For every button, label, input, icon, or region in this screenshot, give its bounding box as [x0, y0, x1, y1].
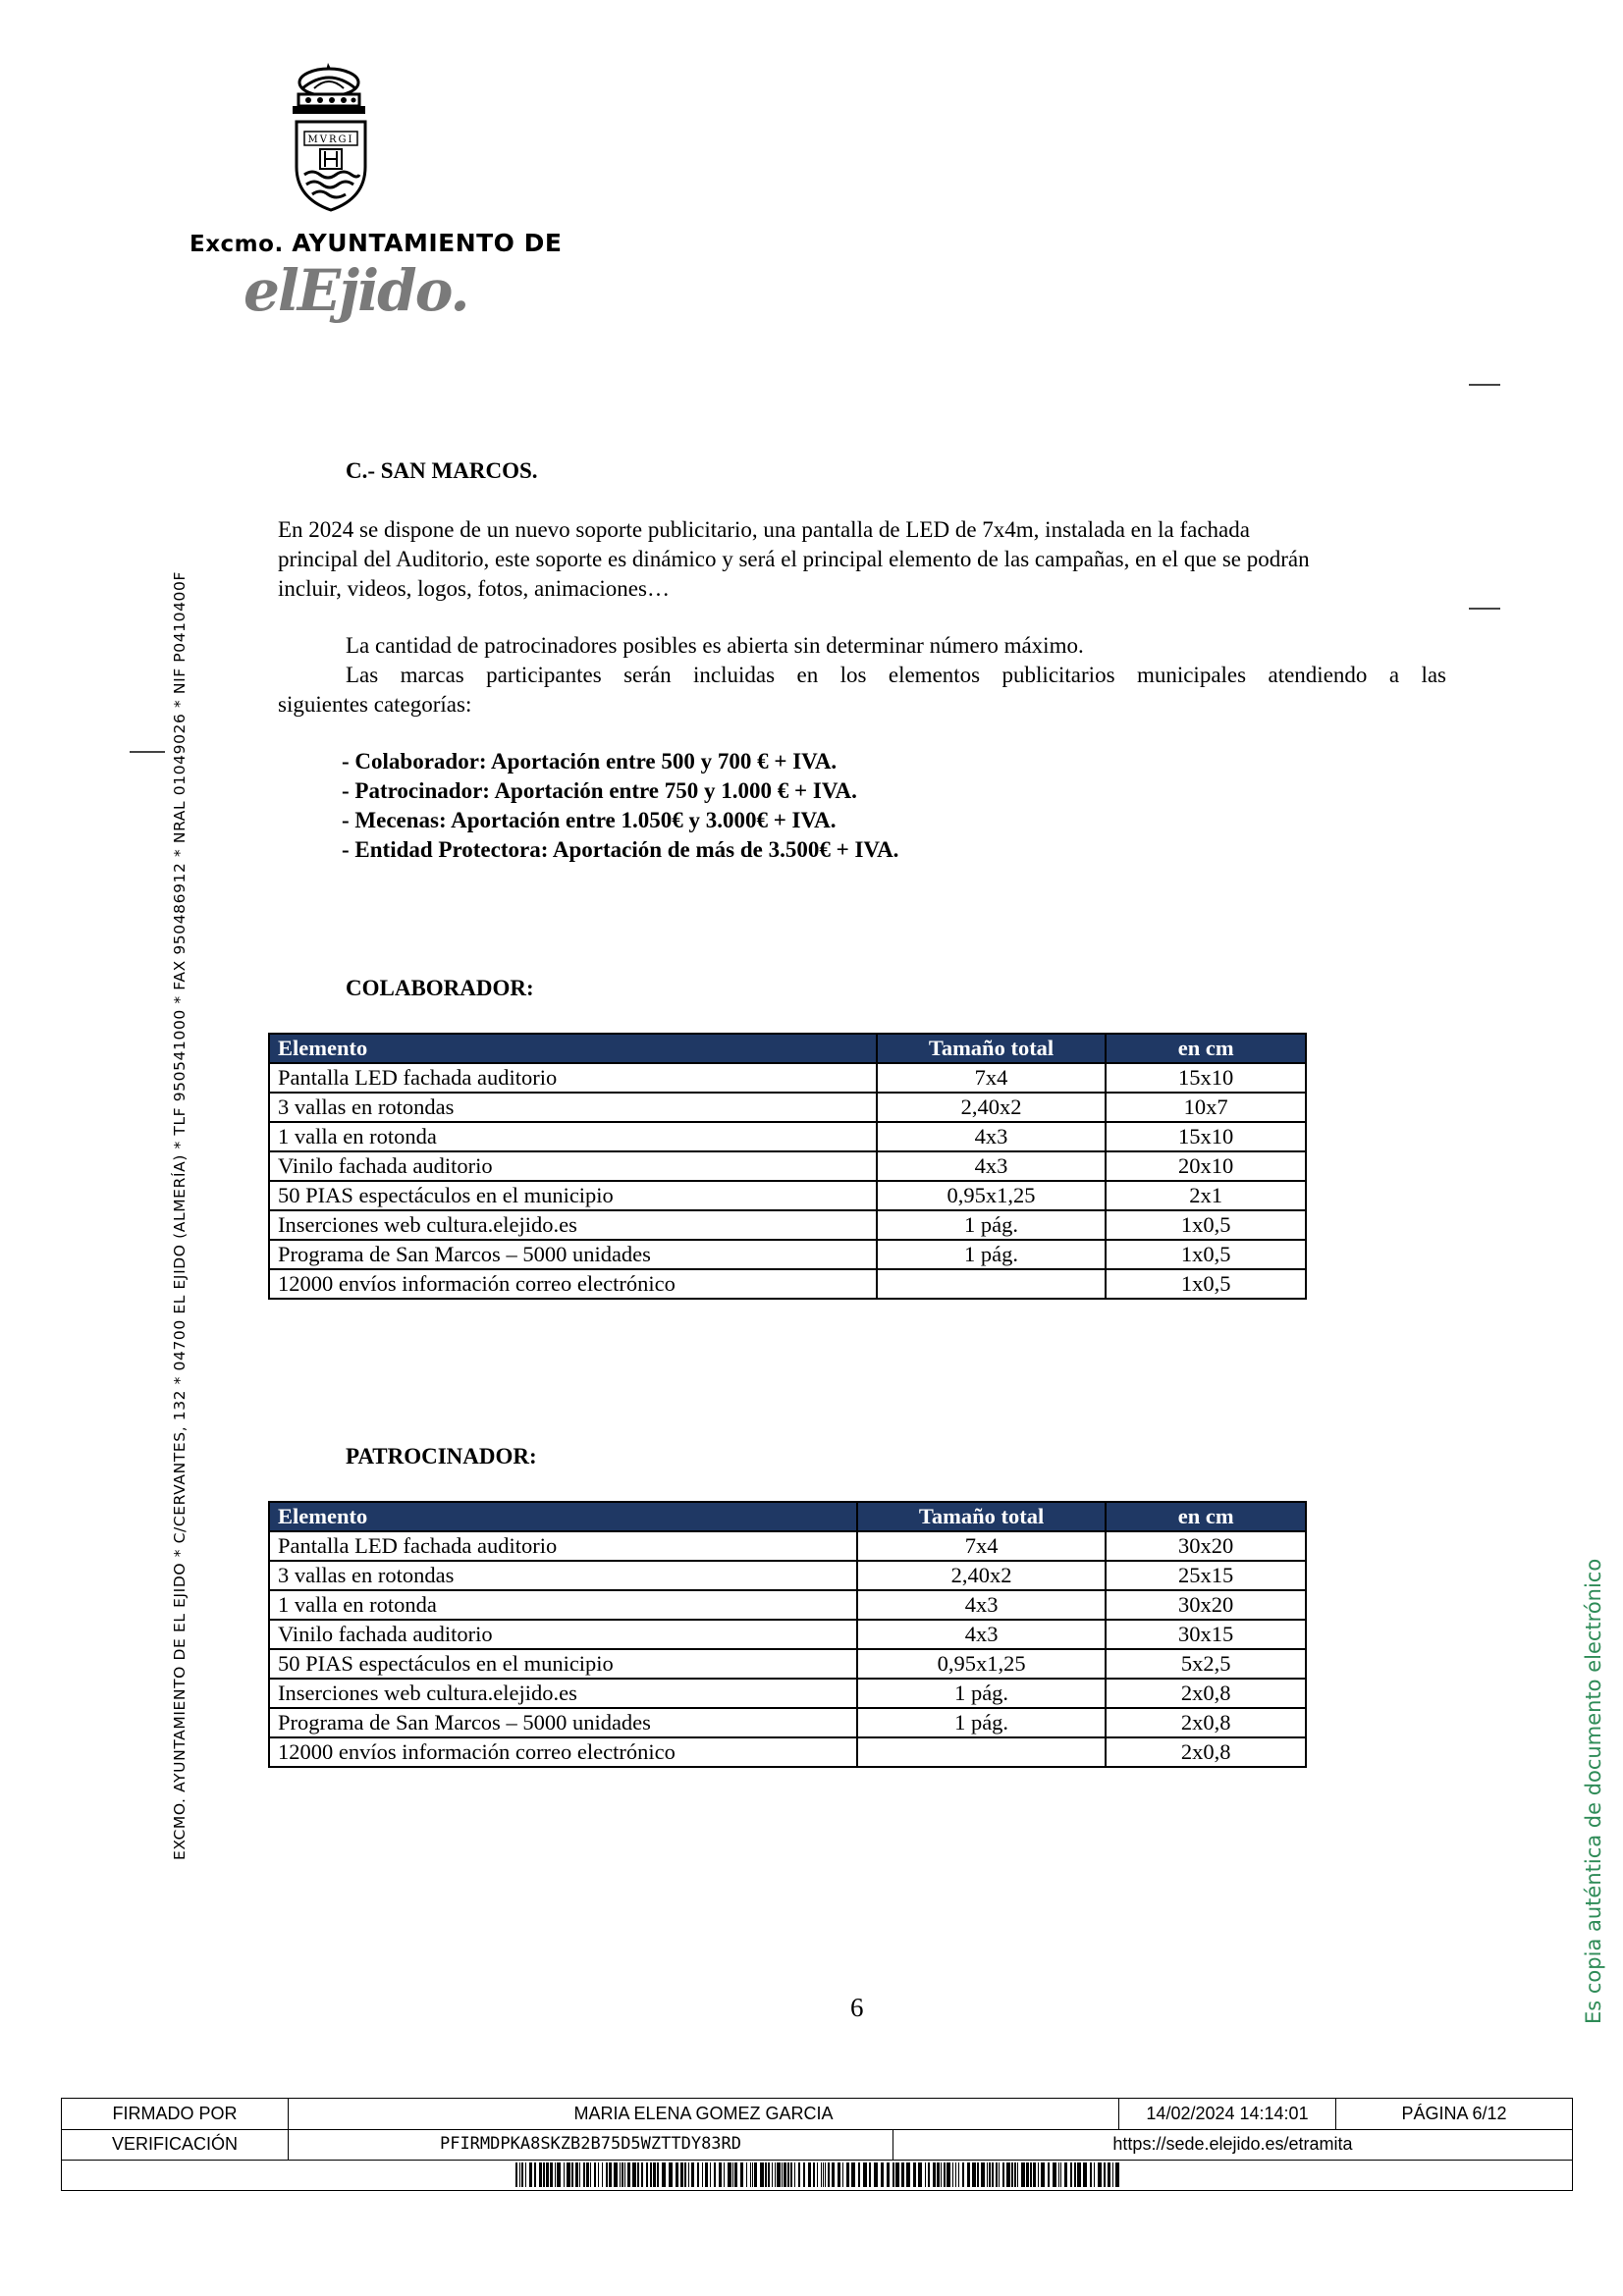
cell-element: Inserciones web cultura.elejido.es: [269, 1210, 877, 1240]
cell-element: 12000 envíos información correo electrónico: [269, 1269, 877, 1299]
column-header: Elemento: [269, 1502, 857, 1531]
table-row: [269, 1122, 1306, 1151]
cell-total-size: 2,40x2: [857, 1561, 1107, 1590]
barcode-bar: [1108, 2163, 1110, 2187]
cell-total-size: 1 pág.: [857, 1679, 1107, 1708]
barcode-bar: [992, 2163, 994, 2187]
barcode-bar: [1053, 2163, 1056, 2187]
barcode-bar: [981, 2163, 985, 2187]
barcode-bar: [1090, 2163, 1092, 2187]
barcode-bar: [564, 2163, 565, 2187]
barcode-bar: [1026, 2163, 1029, 2187]
cell-cm: 30x15: [1106, 1620, 1306, 1649]
barcode-bar: [662, 2163, 666, 2187]
barcode-bar: [901, 2163, 904, 2187]
signature-datetime: 14/02/2024 14:14:01: [1119, 2099, 1336, 2129]
verification-url[interactable]: https://sede.elejido.es/etramita: [1112, 2134, 1353, 2154]
cell-total-size: [877, 1269, 1107, 1299]
cell-cm: 2x1: [1106, 1181, 1306, 1210]
barcode-bar: [697, 2163, 699, 2187]
cell-cm: 2x0,8: [1106, 1679, 1306, 1708]
barcode-bar: [590, 2163, 591, 2187]
barcode-bar: [728, 2163, 731, 2187]
cell-element: Inserciones web cultura.elejido.es: [269, 1679, 857, 1708]
barcode-bar: [784, 2163, 786, 2187]
barcode-bar: [546, 2163, 549, 2187]
table-row: [269, 1561, 1306, 1590]
cell-total-size: 1 pág.: [877, 1240, 1107, 1269]
cell-element: 1 valla en rotonda: [269, 1590, 857, 1620]
signed-by-label: FIRMADO POR: [62, 2099, 289, 2129]
cell-cm: 25x15: [1106, 1561, 1306, 1590]
table-row: [269, 1240, 1306, 1269]
patrocinador-table: [268, 1501, 1307, 1768]
barcode-bar: [1058, 2163, 1059, 2187]
barcode-bar: [918, 2163, 922, 2187]
barcode-bar: [1002, 2163, 1004, 2187]
barcode-bar: [624, 2163, 625, 2187]
barcode-bar: [1011, 2163, 1013, 2187]
barcode-bar: [913, 2163, 916, 2187]
column-header: en cm: [1106, 1502, 1306, 1531]
barcode-bar: [1030, 2163, 1032, 2187]
barcode-bar: [952, 2163, 953, 2187]
logo-badge-text: MVRGI: [307, 134, 354, 145]
barcode-bar: [828, 2163, 830, 2187]
cell-total-size: 1 pág.: [857, 1708, 1107, 1737]
barcode-bar: [521, 2163, 523, 2187]
page-number: 6: [850, 1993, 864, 2022]
side-authenticity-text: Es copia auténtica de documento electrónico: [1582, 1558, 1605, 2024]
cell-total-size: 0,95x1,25: [857, 1649, 1107, 1679]
paragraph-categories-line1: Las marcas participantes serán incluidas en los elementos publicitarios municipales atendiendo a las: [346, 663, 1446, 687]
column-header: Tamaño total: [857, 1502, 1107, 1531]
barcode-bar: [933, 2163, 936, 2187]
barcode-bar: [842, 2163, 843, 2187]
barcode-bar: [594, 2163, 596, 2187]
barcode-bar: [768, 2163, 770, 2187]
barcode-bar: [740, 2163, 743, 2187]
table-row: [269, 1531, 1306, 1561]
barcode-bar: [543, 2163, 545, 2187]
barcode-bar: [684, 2163, 686, 2187]
barcode-bar: [1060, 2163, 1061, 2187]
barcode-bar: [987, 2163, 988, 2187]
barcode-bar: [895, 2163, 899, 2187]
barcode-bar: [653, 2163, 656, 2187]
barcode-bar: [846, 2163, 849, 2187]
barcode-bar: [787, 2163, 789, 2187]
cell-element: Pantalla LED fachada auditorio: [269, 1531, 857, 1561]
barcode-bar: [579, 2163, 580, 2187]
barcode-bar: [893, 2163, 894, 2187]
table-row: [269, 1737, 1306, 1767]
signature-footer: [61, 2098, 1573, 2191]
cell-cm: 30x20: [1106, 1531, 1306, 1561]
barcode-bar: [632, 2163, 636, 2187]
table-row: [269, 1269, 1306, 1299]
barcode-bar: [1021, 2163, 1025, 2187]
barcode-bar: [817, 2163, 818, 2187]
cell-cm: 10x7: [1106, 1093, 1306, 1122]
barcode-bar: [710, 2163, 711, 2187]
barcode-bar: [958, 2163, 959, 2187]
barcode-bar: [622, 2163, 623, 2187]
barcode-bar: [823, 2163, 824, 2187]
barcode-bar: [772, 2163, 773, 2187]
barcode-bar: [1112, 2163, 1113, 2187]
barcode-bar: [534, 2163, 536, 2187]
barcode-bar: [609, 2163, 612, 2187]
paragraph-intro: [278, 515, 1310, 604]
verification-code: PFIRMDPKA8SKZB2B75D5WZTTDY83RD: [289, 2129, 893, 2160]
text-line: incluir, videos, logos, fotos, animaciones…: [278, 576, 670, 601]
cell-cm: 15x10: [1106, 1063, 1306, 1093]
barcode-bar: [838, 2163, 840, 2187]
cell-element: 50 PIAS espectáculos en el municipio: [269, 1181, 877, 1210]
barcode-bar: [999, 2163, 1000, 2187]
barcode-bar: [874, 2163, 878, 2187]
barcode-bar: [575, 2163, 578, 2187]
logo-script: elEjido.: [243, 257, 468, 324]
barcode-bar: [650, 2163, 652, 2187]
barcode-bar: [808, 2163, 811, 2187]
barcode-bar: [602, 2163, 603, 2187]
paragraph-sponsors: La cantidad de patrocinadores posibles es abierta sin determinar número máximo.: [346, 633, 1084, 658]
barcode-bar: [627, 2163, 630, 2187]
table-row: [269, 1708, 1306, 1737]
barcode-bar: [637, 2163, 639, 2187]
barcode-bar: [782, 2163, 783, 2187]
cell-element: 3 vallas en rotondas: [269, 1093, 877, 1122]
barcode-image: [62, 2160, 1572, 2190]
category-list: [342, 747, 898, 865]
barcode-bar: [765, 2163, 767, 2187]
table-title-patrocinador: PATROCINADOR:: [346, 1444, 537, 1468]
barcode-bar: [714, 2163, 716, 2187]
barcode-bar: [614, 2163, 618, 2187]
barcode-bar: [598, 2163, 599, 2187]
barcode-bar: [937, 2163, 940, 2187]
table-header-row: [269, 1034, 1306, 1063]
table-header-row: [269, 1502, 1306, 1531]
barcode-bar: [1014, 2163, 1016, 2187]
cell-total-size: 7x4: [857, 1531, 1107, 1561]
barcode-bar: [1033, 2163, 1036, 2187]
table-row: [269, 1620, 1306, 1649]
table-row: [269, 1063, 1306, 1093]
barcode-bar: [702, 2163, 703, 2187]
barcode-bar: [863, 2163, 867, 2187]
barcode-bar: [1074, 2163, 1076, 2187]
barcode-bar: [750, 2163, 751, 2187]
barcode-bar: [832, 2163, 835, 2187]
logo-title-main: AYUNTAMIENTO DE: [292, 229, 563, 257]
barcode-bar: [620, 2163, 621, 2187]
section-heading: C.- SAN MARCOS.: [346, 458, 538, 483]
barcode-bar: [724, 2163, 725, 2187]
barcode-bar: [972, 2163, 976, 2187]
cell-total-size: 0,95x1,25: [877, 1181, 1107, 1210]
barcode-bar: [539, 2163, 542, 2187]
barcode-bar: [676, 2163, 678, 2187]
cell-element: 1 valla en rotonda: [269, 1122, 877, 1151]
colaborador-table: [268, 1033, 1307, 1300]
barcode-bar: [1083, 2163, 1087, 2187]
table-row: [269, 1151, 1306, 1181]
page-count: PÁGINA 6/12: [1401, 2104, 1507, 2123]
table-row: [269, 1590, 1306, 1620]
barcode-bar: [732, 2163, 733, 2187]
column-header: Elemento: [269, 1034, 877, 1063]
cell-cm: 15x10: [1106, 1122, 1306, 1151]
cell-element: 12000 envíos información correo electrónico: [269, 1737, 857, 1767]
side-address-text: EXCMO. AYUNTAMIENTO DE EL EJIDO * C/CERVANTES, 132 * 04700 EL EJIDO (ALMERÍA) * TLF 950541000 * FAX 950486912 * NRAL 01049026 * NIF P0410400F: [171, 571, 189, 1860]
cell-cm: 1x0,5: [1106, 1210, 1306, 1240]
cell-element: Vinilo fachada auditorio: [269, 1620, 857, 1649]
barcode-bar: [955, 2163, 956, 2187]
barcode-bar: [928, 2163, 930, 2187]
barcode-bar: [557, 2163, 561, 2187]
barcode-bar: [1038, 2163, 1039, 2187]
barcode-bar: [858, 2163, 860, 2187]
barcode-bar: [1094, 2163, 1095, 2187]
barcode-bar: [825, 2163, 826, 2187]
barcode-bar: [519, 2163, 520, 2187]
category-item: - Entidad Protectora: Aportación de más de 3.500€ + IVA.: [342, 837, 899, 862]
category-item: - Mecenas: Aportación entre 1.050€ y 3.000€ + IVA.: [342, 808, 837, 832]
cell-cm: 20x10: [1106, 1151, 1306, 1181]
barcode-bar: [1006, 2163, 1010, 2187]
category-item: - Patrocinador: Aportación entre 750 y 1.000 € + IVA.: [342, 778, 857, 803]
text-line: principal del Auditorio, este soporte es dinámico y será el principal elemento de las campañas, en el que se podrán: [278, 547, 1310, 571]
footer-row-signature: [62, 2099, 1572, 2130]
barcode-bar: [821, 2163, 822, 2187]
cell-cm: 2x0,8: [1106, 1737, 1306, 1767]
barcode-bar: [719, 2163, 722, 2187]
barcode-bar: [567, 2163, 570, 2187]
barcode-bar: [760, 2163, 764, 2187]
barcode-bar: [1098, 2163, 1102, 2187]
column-header: Tamaño total: [877, 1034, 1107, 1063]
barcode-bar: [1041, 2163, 1045, 2187]
cell-element: Programa de San Marcos – 5000 unidades: [269, 1708, 857, 1737]
barcode-bar: [586, 2163, 589, 2187]
barcode-bar: [881, 2163, 884, 2187]
table-row: [269, 1093, 1306, 1122]
table-row: [269, 1649, 1306, 1679]
barcode-bar: [1064, 2163, 1067, 2187]
barcode-bar: [906, 2163, 910, 2187]
barcode-bar: [794, 2163, 795, 2187]
barcode-bar: [734, 2163, 737, 2187]
logo-title-prefix: Excmo.: [189, 232, 284, 257]
table-row: [269, 1679, 1306, 1708]
cell-total-size: 4x3: [877, 1122, 1107, 1151]
barcode-bar: [1017, 2163, 1018, 2187]
cell-cm: 1x0,5: [1106, 1240, 1306, 1269]
barcode-bar: [646, 2163, 648, 2187]
barcode-bar: [887, 2163, 890, 2187]
barcode-bar: [641, 2163, 643, 2187]
margin-tick: [1469, 384, 1500, 386]
table-row: [269, 1210, 1306, 1240]
cell-total-size: 1 pág.: [877, 1210, 1107, 1240]
barcode-bar: [688, 2163, 689, 2187]
barcode-bar: [977, 2163, 979, 2187]
column-header: en cm: [1106, 1034, 1306, 1063]
cell-element: 3 vallas en rotondas: [269, 1561, 857, 1590]
barcode-bar: [1077, 2163, 1081, 2187]
barcode-bar: [947, 2163, 950, 2187]
cell-element: Vinilo fachada auditorio: [269, 1151, 877, 1181]
cell-element: Pantalla LED fachada auditorio: [269, 1063, 877, 1093]
barcode-bar: [529, 2163, 532, 2187]
barcode-bar: [798, 2163, 800, 2187]
barcode-bar: [583, 2163, 585, 2187]
footer-row-verification: [62, 2129, 1572, 2161]
category-item: - Colaborador: Aportación entre 500 y 700 € + IVA.: [342, 749, 838, 774]
barcode-bar: [752, 2163, 753, 2187]
barcode-bar: [1104, 2163, 1106, 2187]
barcode-bar: [869, 2163, 871, 2187]
signer-name: MARIA ELENA GOMEZ GARCIA: [289, 2099, 1119, 2129]
barcode-bar: [571, 2163, 573, 2187]
cell-element: 50 PIAS espectáculos en el municipio: [269, 1649, 857, 1679]
cell-total-size: 7x4: [877, 1063, 1107, 1093]
table-row: [269, 1181, 1306, 1210]
table-title-colaborador: COLABORADOR:: [346, 976, 534, 1000]
cell-total-size: [857, 1737, 1107, 1767]
cell-element: Programa de San Marcos – 5000 unidades: [269, 1240, 877, 1269]
verification-label: VERIFICACIÓN: [62, 2129, 289, 2160]
cell-total-size: 2,40x2: [877, 1093, 1107, 1122]
barcode-bar: [967, 2163, 970, 2187]
margin-tick: [130, 751, 165, 753]
barcode-bar: [925, 2163, 926, 2187]
cell-cm: 30x20: [1106, 1590, 1306, 1620]
cell-total-size: 4x3: [857, 1620, 1107, 1649]
barcode-bar: [555, 2163, 556, 2187]
barcode-bar: [790, 2163, 792, 2187]
cell-total-size: 4x3: [857, 1590, 1107, 1620]
barcode-bar: [803, 2163, 805, 2187]
barcode-bar: [669, 2163, 673, 2187]
margin-tick: [1469, 608, 1500, 610]
barcode-bar: [941, 2163, 942, 2187]
barcode-bar: [525, 2163, 526, 2187]
barcode-bar: [705, 2163, 708, 2187]
barcode-bar: [550, 2163, 553, 2187]
barcode-bar: [1048, 2163, 1050, 2187]
text-line: En 2024 se dispone de un nuevo soporte publicitario, una pantalla de LED de 7x4m, instalada en la fachada: [278, 517, 1250, 542]
barcode-bar: [754, 2163, 757, 2187]
barcode-bar: [813, 2163, 815, 2187]
barcode-bar: [1070, 2163, 1072, 2187]
cell-total-size: 4x3: [877, 1151, 1107, 1181]
barcode-bar: [657, 2163, 659, 2187]
logo-title: [189, 229, 562, 257]
barcode-bar: [996, 2163, 998, 2187]
cell-cm: 1x0,5: [1106, 1269, 1306, 1299]
barcode-bar: [775, 2163, 776, 2187]
paragraph-categories-line2: siguientes categorías:: [278, 692, 472, 717]
barcode-bar: [944, 2163, 946, 2187]
cell-cm: 2x0,8: [1106, 1708, 1306, 1737]
barcode-bar: [691, 2163, 694, 2187]
barcode-bar: [962, 2163, 964, 2187]
barcode-bar: [777, 2163, 781, 2187]
cell-cm: 5x2,5: [1106, 1649, 1306, 1679]
barcode-bar: [515, 2163, 517, 2187]
barcode-bar: [851, 2163, 855, 2187]
barcode-bar: [680, 2163, 683, 2187]
barcode-bar: [989, 2163, 991, 2187]
barcode-bar: [746, 2163, 747, 2187]
barcode-bar: [1115, 2163, 1119, 2187]
barcode-bar: [606, 2163, 608, 2187]
